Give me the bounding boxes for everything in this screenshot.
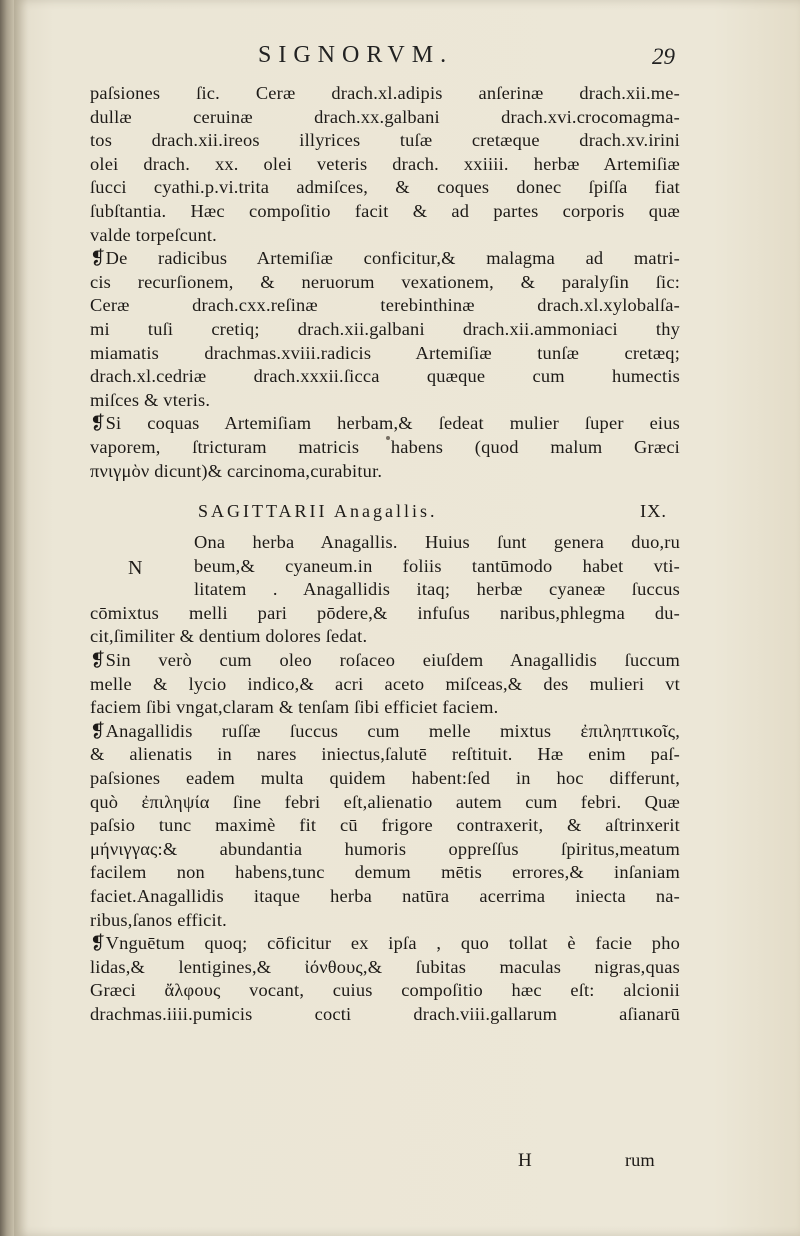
text-line: miſces & vteris. [90, 389, 211, 410]
running-title: SIGNORVM. [258, 42, 454, 68]
text-line: olei drach. xx. olei veteris drach. xxiiii. herbæ Artemiſiæ [90, 153, 680, 174]
text-line: paſsiones eadem multa quidem habent:ſed in hoc differunt, [90, 768, 680, 789]
section-heading [90, 493, 680, 529]
text-line: ribus,ſanos efficit. [90, 909, 227, 930]
text-line: lidas,& lentigines,& ἰόνθους,& ſubitas maculas nigras,quas [90, 956, 680, 977]
page-body [90, 82, 680, 1027]
paragraph-radicibus-artemisiae [90, 247, 680, 412]
text-line: mi tuſi cretiq; drach.xii.galbani drach.xii.ammoniaci thy [90, 318, 680, 339]
text-line: paſsiones ſic. Ceræ drach.xl.adipis anſerinæ drach.xii.me- [90, 83, 680, 103]
text-line: valde torpeſcunt. [90, 224, 217, 245]
text-line: dullæ ceruinæ drach.xx.galbani drach.xvi.crocomagma- [90, 106, 680, 127]
text-line: cōmixtus melli pari pōdere,& infuſus naribus,phlegma du- [90, 602, 680, 623]
text-line: ❡Vnguētum quoq; cōficitur ex ipſa , quo tollat è facie pho [90, 933, 680, 954]
paragraph-anagallis-intro [90, 531, 680, 649]
text-line: paſsio tunc maximè fit cū frigore contraxerit, & aſtrinxerit [90, 815, 680, 836]
page-footer [0, 1150, 800, 1176]
text-line: ❡Sin verò cum oleo roſaceo eiuſdem Anagallidis ſuccum [90, 650, 680, 671]
paragraph-herba-artemisiae-recipe [90, 82, 680, 247]
text-line: tos drach.xii.ireos illyrices tuſæ cretæque drach.xv.irini [90, 130, 680, 151]
text-line: beum,& cyaneum.in foliis tantūmodo habet vti- [194, 555, 680, 576]
text-line: cit,ſimiliter & dentium dolores ſedat. [90, 626, 368, 647]
text-line: drachmas.iiii.pumicis cocti drach.viii.gallarum aſianarū [90, 1003, 680, 1024]
text-line: μήνιγγας:& abundantia humoris oppreſſus ſpiritus,meatum [90, 838, 680, 859]
paragraph-sin-vero [90, 649, 680, 720]
full-lines [90, 602, 680, 649]
text-line: Ceræ drach.cxx.reſinæ terebinthinæ drach.xl.xylobalſa- [90, 295, 680, 316]
text-line: ❡Si coquas Artemiſiam herbam,& ſedeat mulier ſuper eius [90, 413, 680, 434]
indented-lines [90, 531, 680, 602]
text-line: faciem ſibi vngat,claram & tenſam ſibi efficiet faciem. [90, 697, 499, 718]
text-line: Græci ἄλφους vocant, cuius compoſitio hæc eſt: alcionii [90, 980, 680, 1001]
paragraph-si-coquas [90, 412, 680, 483]
text-line: faciet.Anagallidis itaque herba natūra acerrima iniecta na- [90, 886, 680, 906]
text-line: melle & lycio indico,& acri aceto miſceas,& des mulieri vt [90, 673, 680, 694]
text-line: Ona herba Anagallis. Huius ſunt genera duo,ru [194, 532, 680, 553]
text-line: drach.xl.cedriæ drach.xxxii.ſicca quæque cum humectis [90, 366, 680, 387]
text-line: facilem non habens,tunc demum mētis errores,& inſaniam [90, 862, 680, 883]
paragraph-anagallidis-russae [90, 720, 680, 932]
text-line: litatem . Anagallidis itaq; herbæ cyaneæ ſuccus [194, 579, 680, 600]
text-line: & alienatis in nares iniectus,ſalutē reſtituit. Hæ enim paſ- [90, 744, 680, 765]
paragraph-vnguetum [90, 932, 680, 1026]
section-title: SAGITTARII Anagallis. [198, 501, 438, 522]
page-number: 29 [652, 44, 675, 69]
text-line: ſubſtantia. Hæc compoſitio facit & ad partes corporis quæ [90, 200, 680, 221]
text-line: miamatis drachmas.xviii.radicis Artemiſiæ tunſæ cretæq; [90, 342, 680, 363]
text-line: ❡De radicibus Artemiſiæ conficitur,& malagma ad matri- [90, 248, 680, 269]
book-gutter [0, 0, 14, 1236]
text-line: πνιγμὸν dicunt)& carcinoma,curabitur. [90, 460, 383, 481]
text-line: quò ἐπιληψία ſine febri eſt,alienatio autem cum febri. Quæ [90, 791, 680, 812]
text-line: vaporem, ſtricturam matricis habens (quod malum Græci [90, 436, 680, 457]
text-line: cis recurſionem, & neruorum vexationem, & paralyſin ſic: [90, 271, 680, 292]
section-number: IX. [640, 501, 668, 522]
signature-mark: H [518, 1150, 532, 1171]
text-line: ❡Anagallidis ruſſæ ſuccus cum melle mixtus ἐπιληπτικοῖς, [90, 720, 680, 741]
initial-letter: N [128, 557, 143, 580]
text-line: ſucci cyathi.p.vi.trita admiſces, & coques donec ſpiſſa fiat [90, 177, 680, 198]
catchword: rum [625, 1150, 655, 1170]
